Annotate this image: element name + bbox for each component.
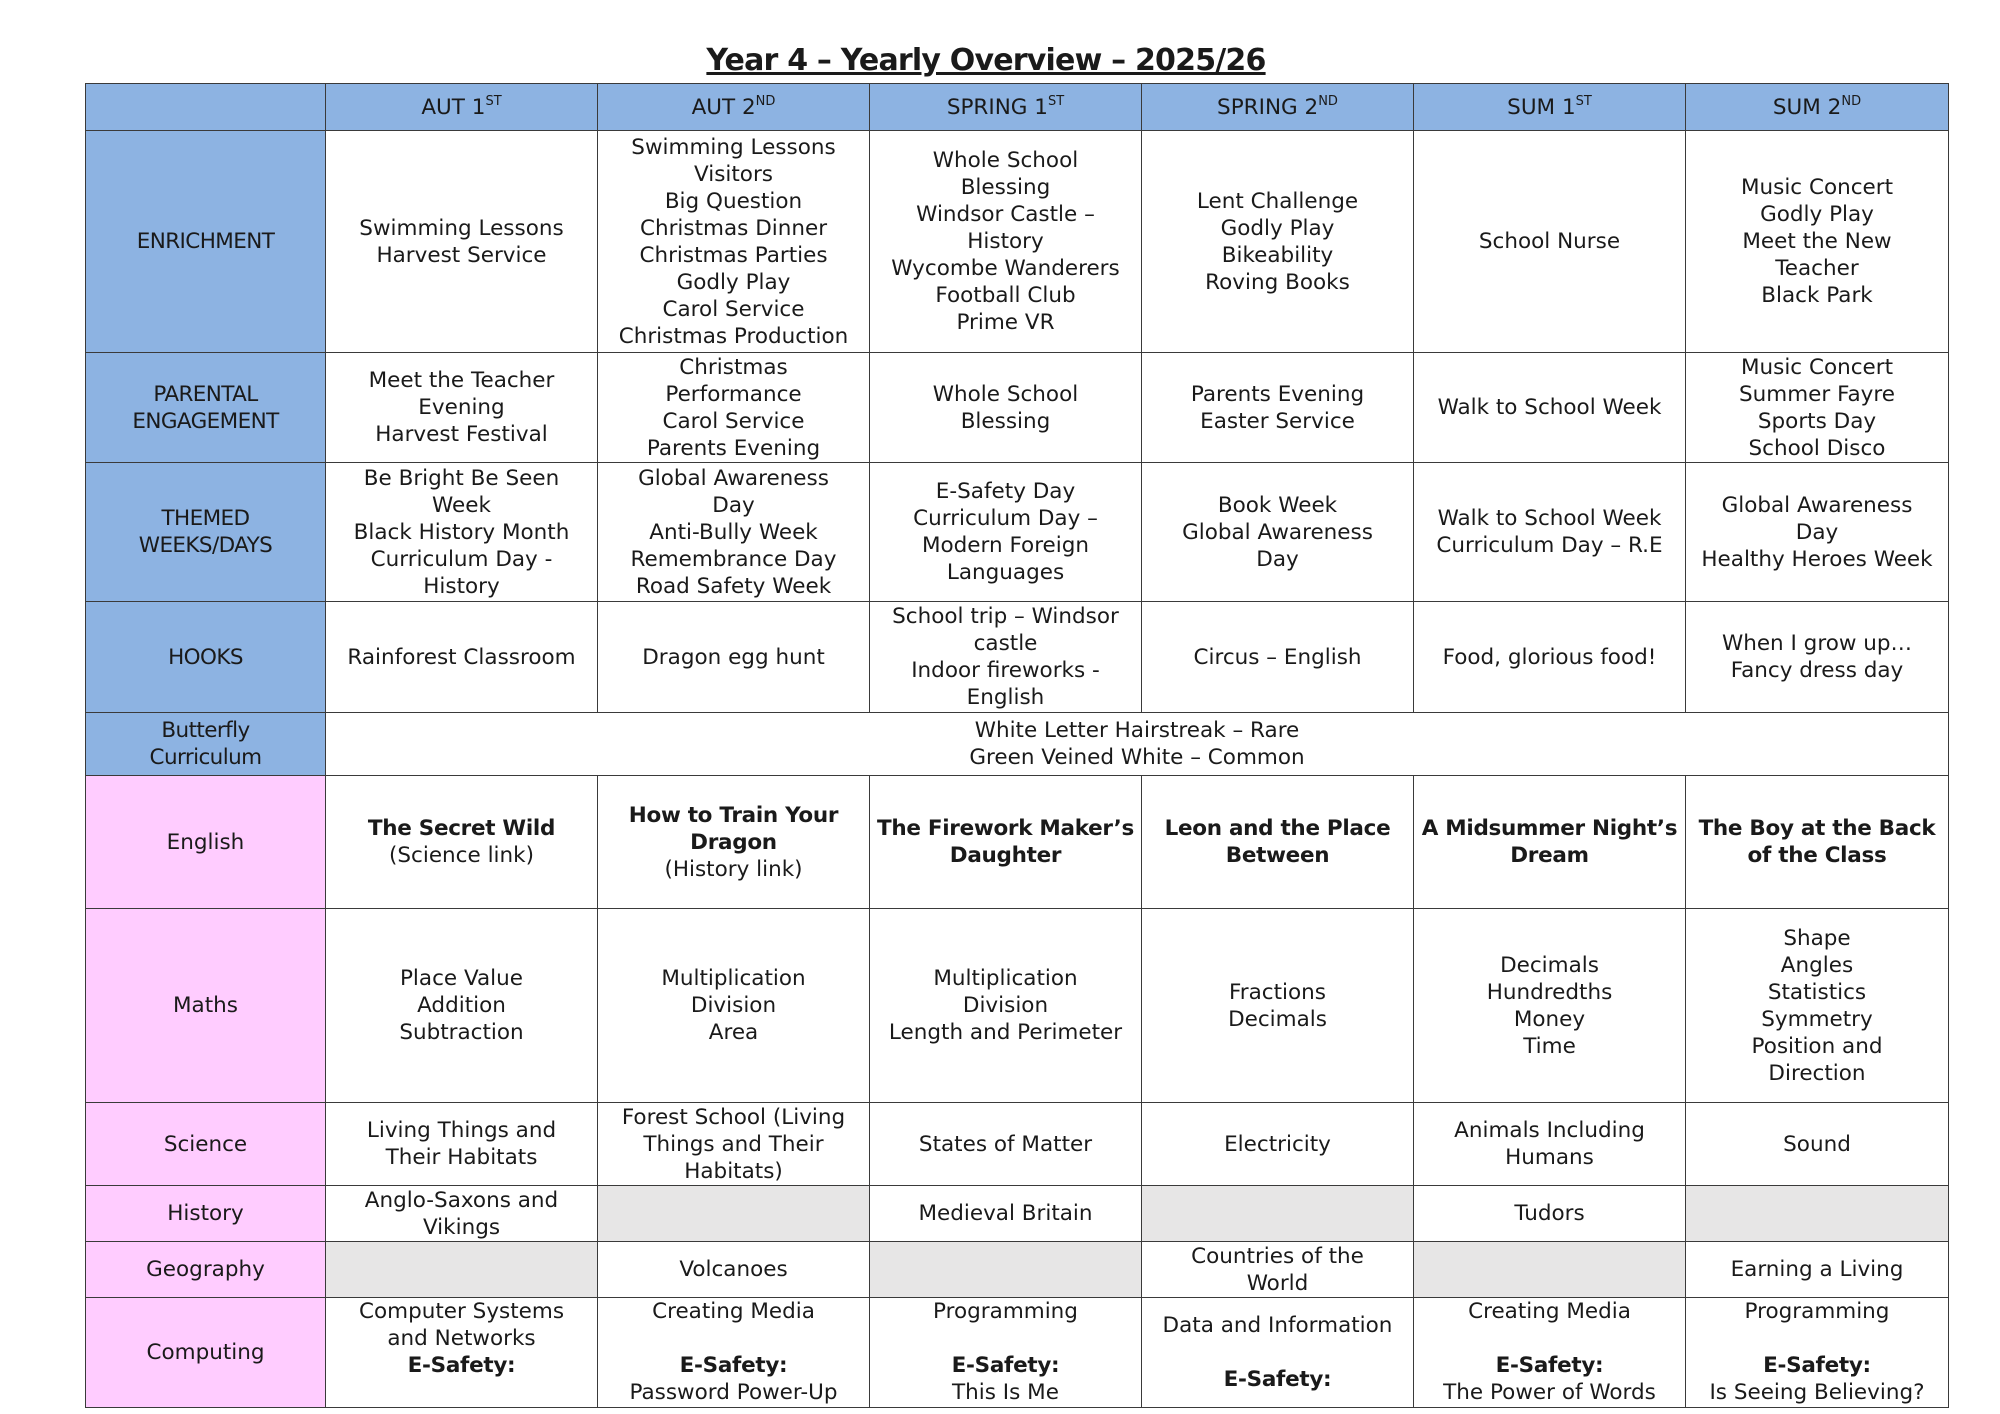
cell-line: Dragon egg hunt	[642, 644, 825, 670]
cell-themed-weeks-3	[870, 463, 1142, 602]
row-label-line: THEMED	[161, 506, 250, 531]
cell-maths-5	[1414, 909, 1686, 1103]
cell-line: E-Safety Day	[935, 479, 1076, 504]
row-label-parental-engagement	[86, 353, 326, 463]
cell-line: Be Bright Be Seen	[363, 465, 560, 491]
cell-enrichment-5	[1414, 131, 1686, 353]
cell-line: Forest School (Living	[621, 1104, 846, 1130]
cell-line: Multiplication	[933, 966, 1078, 991]
cell-line: History	[967, 229, 1044, 254]
corner-header-cell	[86, 84, 326, 131]
cell-line: Programming	[1744, 1299, 1890, 1324]
cell-line: Bikeability	[1221, 242, 1334, 268]
cell-enrichment-1	[326, 131, 598, 353]
cell-line: Christmas Parties	[639, 242, 828, 268]
cell-line: Christmas Dinner	[639, 215, 828, 241]
cell-line: Road Safety Week	[635, 573, 832, 599]
cell-line: Swimming Lessons	[359, 215, 564, 241]
cell-line: Week	[432, 492, 491, 518]
cell-science-5	[1414, 1103, 1686, 1186]
row-label-line: Maths	[173, 993, 238, 1018]
cell-line: When I grow up…	[1721, 631, 1913, 656]
cell-english-5	[1414, 776, 1686, 909]
cell-line: Area	[708, 1020, 759, 1045]
cell-line: Parents Evening	[646, 435, 821, 461]
cell-line: Harvest Service	[376, 242, 547, 268]
column-header-5	[1414, 84, 1686, 131]
cell-line: Data and Information	[1162, 1313, 1393, 1338]
cell-line: Black History Month	[353, 519, 570, 545]
cell-enrichment-4	[1142, 131, 1414, 353]
bold-title-line: of the Class	[1747, 843, 1887, 868]
row-science	[86, 1103, 1949, 1186]
cell-themed-weeks-2	[598, 463, 870, 602]
row-label-line: English	[166, 829, 245, 855]
bold-title-line: The Secret Wild	[367, 816, 556, 841]
row-english	[86, 776, 1949, 909]
column-header-label: SPRING 2	[1217, 94, 1319, 120]
cell-line: Division	[962, 993, 1049, 1018]
column-header-3	[870, 84, 1142, 131]
cell-english-3	[870, 776, 1142, 909]
cell-computing-6	[1686, 1298, 1949, 1408]
column-header-4	[1142, 84, 1414, 131]
cell-geography-1	[326, 1242, 598, 1298]
cell-themed-weeks-6	[1686, 463, 1949, 602]
row-label-line: History	[167, 1201, 244, 1226]
cell-line: Subtraction	[399, 1020, 524, 1045]
cell-line: Black Park	[1761, 283, 1873, 308]
cell-line: Harvest Festival	[375, 422, 548, 447]
cell-science-2	[598, 1103, 870, 1186]
cell-line: Indoor fireworks -	[911, 658, 1100, 683]
cell-line: Shape	[1783, 925, 1851, 951]
cell-line: Modern Foreign	[921, 533, 1090, 558]
cell-hooks-5	[1414, 602, 1686, 713]
cell-line: Music Concert	[1740, 354, 1894, 380]
esafety-label: E-Safety:	[1223, 1367, 1332, 1392]
cell-history-3	[870, 1186, 1142, 1242]
row-label-maths	[86, 909, 326, 1103]
cell-line: Position and	[1751, 1033, 1883, 1059]
cell-line: Carol Service	[662, 296, 805, 322]
cell-line: Creating Media	[1468, 1299, 1631, 1324]
esafety-label: E-Safety:	[1763, 1353, 1871, 1378]
cell-line: Global Awareness	[1721, 492, 1913, 518]
cell-line: Swimming Lessons	[631, 134, 836, 160]
cell-line: Multiplication	[661, 966, 806, 991]
column-header-label: SPRING 1	[946, 94, 1048, 120]
cell-line: Vikings	[422, 1214, 501, 1240]
cell-line: Animals Including	[1454, 1118, 1645, 1143]
cell-hooks-4	[1142, 602, 1414, 713]
row-label-line: Curriculum	[149, 745, 262, 770]
cell-geography-4	[1142, 1242, 1414, 1298]
column-header-suffix: ST	[485, 93, 502, 109]
row-label-butterfly	[86, 713, 326, 776]
cell-line: Rainforest Classroom	[347, 644, 576, 670]
cell-line: Football Club	[935, 283, 1076, 308]
cell-line: Blessing	[960, 408, 1051, 434]
cell-line: Medieval Britain	[918, 1201, 1093, 1226]
merged-cell-butterfly	[326, 713, 1949, 776]
cell-enrichment-6	[1686, 131, 1949, 353]
cell-line: Direction	[1768, 1060, 1866, 1086]
column-header-suffix: ND	[1318, 93, 1338, 109]
cell-maths-4	[1142, 909, 1414, 1103]
cell-line: Christmas	[679, 354, 788, 380]
cell-line: Global Awareness	[1182, 519, 1373, 545]
column-header-label: AUT 1	[421, 94, 486, 120]
cell-line: Time	[1523, 1033, 1576, 1059]
column-header-2	[598, 84, 870, 131]
cell-line: Godly Play	[1220, 215, 1335, 241]
column-header-label: AUT 2	[691, 94, 756, 120]
cell-line: Food, glorious food!	[1442, 644, 1657, 670]
row-label-hooks	[86, 602, 326, 713]
cell-themed-weeks-5	[1414, 463, 1686, 602]
cell-line: Earning a Living	[1730, 1257, 1904, 1282]
cell-line: Their Habitats	[385, 1145, 538, 1170]
column-header-1	[326, 84, 598, 131]
cell-line: Healthy Heroes Week	[1701, 546, 1933, 572]
row-label-themed-weeks	[86, 463, 326, 602]
cell-computing-4	[1142, 1298, 1414, 1408]
cell-history-5	[1414, 1186, 1686, 1242]
cell-line: Music Concert	[1740, 175, 1894, 200]
cell-line: English	[966, 685, 1045, 710]
yearly-overview-table	[85, 83, 1949, 1408]
row-label-line: Science	[163, 1131, 248, 1157]
cell-history-2	[598, 1186, 870, 1242]
cell-parental-engagement-4	[1142, 353, 1414, 463]
cell-hooks-6	[1686, 602, 1949, 713]
cell-line: World	[1246, 1270, 1309, 1296]
row-label-geography	[86, 1242, 326, 1298]
cell-line: Walk to School Week	[1437, 395, 1662, 420]
cell-enrichment-2	[598, 131, 870, 353]
header-row	[86, 84, 1949, 131]
column-header-suffix: ND	[755, 93, 776, 109]
cell-line: (History link)	[664, 856, 803, 882]
row-computing	[86, 1298, 1949, 1408]
column-header-suffix: ST	[1575, 93, 1592, 109]
cell-line: Division	[690, 993, 777, 1018]
bold-title-line: Dream	[1510, 843, 1589, 868]
cell-line: (Science link)	[389, 843, 534, 868]
cell-line: Programming	[933, 1299, 1078, 1324]
bold-title-line: Dragon	[690, 829, 777, 855]
bold-title-line: Between	[1225, 843, 1330, 868]
cell-line: Big Question	[664, 188, 803, 214]
row-parental-engagement	[86, 353, 1949, 463]
cell-line: Fractions	[1228, 979, 1327, 1005]
cell-line: School Disco	[1748, 435, 1886, 461]
cell-english-6	[1686, 776, 1949, 909]
cell-line: Angles	[1780, 952, 1854, 978]
page-title: Year 4 – Yearly Overview – 2025/26	[706, 43, 1266, 78]
row-enrichment	[86, 131, 1949, 353]
row-label-line: Computing	[146, 1340, 265, 1365]
column-header-suffix: ST	[1047, 93, 1065, 109]
cell-line: Green Veined White – Common	[969, 745, 1305, 770]
cell-line: Curriculum Day – R.E	[1436, 533, 1663, 558]
cell-line: States of Matter	[918, 1131, 1093, 1157]
cell-line: Place Value	[399, 966, 524, 991]
cell-line: Statistics	[1767, 979, 1867, 1005]
row-label-english	[86, 776, 326, 909]
cell-line: Habitats)	[684, 1158, 783, 1184]
cell-science-4	[1142, 1103, 1414, 1186]
cell-enrichment-3	[870, 131, 1142, 353]
row-label-line: PARENTAL	[153, 381, 258, 407]
cell-line: Remembrance Day	[630, 546, 837, 572]
cell-english-4	[1142, 776, 1414, 909]
cell-line: Volcanoes	[679, 1257, 788, 1282]
cell-line: Humans	[1505, 1145, 1594, 1170]
bold-title-line: The Firework Maker’s	[877, 816, 1134, 841]
cell-line: School Nurse	[1478, 229, 1621, 254]
column-header-suffix: ND	[1841, 93, 1862, 109]
cell-themed-weeks-1	[326, 463, 598, 602]
cell-geography-6	[1686, 1242, 1949, 1298]
bold-title-line: Leon and the Place	[1164, 816, 1391, 841]
row-label-line: Geography	[146, 1257, 265, 1282]
spacer	[601, 1325, 866, 1352]
cell-line: Countries of the	[1191, 1243, 1364, 1269]
cell-line: Windsor Castle –	[916, 202, 1095, 227]
column-header-label: SUM 2	[1772, 94, 1842, 120]
cell-line: Tudors	[1514, 1201, 1585, 1226]
cell-parental-engagement-3	[870, 353, 1142, 463]
cell-line: Computer Systems	[358, 1299, 565, 1324]
cell-line: Global Awareness	[638, 465, 829, 491]
row-maths	[86, 909, 1949, 1103]
cell-line: Teacher	[1775, 256, 1859, 281]
cell-parental-engagement-6	[1686, 353, 1949, 463]
cell-science-3	[870, 1103, 1142, 1186]
cell-line: Symmetry	[1761, 1006, 1873, 1032]
cell-line: Decimals	[1228, 1006, 1327, 1032]
cell-line: Prime VR	[956, 310, 1055, 335]
cell-line: Creating Media	[652, 1299, 815, 1324]
cell-line: Length and Perimeter	[888, 1020, 1123, 1045]
column-header-6	[1686, 84, 1949, 131]
cell-hooks-3	[870, 602, 1142, 713]
esafety-label: E-Safety:	[679, 1353, 788, 1378]
cell-line: Day	[712, 492, 755, 518]
row-history	[86, 1186, 1949, 1242]
cell-history-6	[1686, 1186, 1949, 1242]
cell-line: Evening	[418, 395, 505, 420]
esafety-topic: The Power of Words	[1443, 1380, 1656, 1405]
row-hooks	[86, 602, 1949, 713]
row-label-line: WEEKS/DAYS	[138, 533, 273, 558]
spacer	[1145, 1339, 1410, 1366]
cell-computing-1	[326, 1298, 598, 1408]
cell-maths-6	[1686, 909, 1949, 1103]
row-label-enrichment	[86, 131, 326, 353]
row-label-line: ENRICHMENT	[136, 229, 275, 254]
cell-english-2	[598, 776, 870, 909]
cell-line: Meet the Teacher	[368, 368, 555, 393]
cell-line: Godly Play	[676, 269, 791, 295]
cell-maths-1	[326, 909, 598, 1103]
cell-line: Hundredths	[1486, 979, 1613, 1005]
cell-line: Walk to School Week	[1437, 506, 1662, 531]
row-label-line: ENGAGEMENT	[132, 408, 279, 434]
cell-line: Day	[1256, 546, 1299, 572]
esafety-label: E-Safety:	[1495, 1353, 1604, 1378]
cell-computing-5	[1414, 1298, 1686, 1408]
cell-line: Summer Fayre	[1739, 381, 1895, 407]
cell-computing-2	[598, 1298, 870, 1408]
cell-line: Visitors	[693, 161, 773, 187]
esafety-label: E-Safety:	[407, 1353, 516, 1378]
esafety-topic: This Is Me	[952, 1380, 1059, 1405]
row-label-history	[86, 1186, 326, 1242]
cell-science-6	[1686, 1103, 1949, 1186]
cell-line: Money	[1513, 1006, 1586, 1032]
cell-line: Roving Books	[1205, 269, 1350, 295]
cell-line: Sound	[1783, 1131, 1851, 1157]
cell-line: Anglo-Saxons and	[364, 1187, 559, 1213]
cell-parental-engagement-5	[1414, 353, 1686, 463]
row-label-science	[86, 1103, 326, 1186]
cell-history-4	[1142, 1186, 1414, 1242]
cell-english-1	[326, 776, 598, 909]
bold-title-line: Daughter	[949, 843, 1062, 868]
esafety-topic: Is Seeing Believing?	[1709, 1380, 1925, 1405]
cell-line: Lent Challenge	[1196, 188, 1359, 214]
cell-computing-3	[870, 1298, 1142, 1408]
cell-line: Anti-Bully Week	[649, 519, 818, 545]
spacer	[1689, 1325, 1945, 1352]
cell-parental-engagement-2	[598, 353, 870, 463]
cell-hooks-2	[598, 602, 870, 713]
cell-geography-2	[598, 1242, 870, 1298]
cell-geography-5	[1414, 1242, 1686, 1298]
cell-line: Curriculum Day –	[913, 506, 1098, 531]
cell-line: Languages	[946, 560, 1065, 585]
row-label-line: HOOKS	[168, 644, 243, 670]
cell-line: Day	[1795, 519, 1839, 545]
cell-line: Whole School	[932, 148, 1079, 173]
row-themed-weeks	[86, 463, 1949, 602]
cell-parental-engagement-1	[326, 353, 598, 463]
cell-line: History	[423, 573, 500, 599]
spacer	[873, 1325, 1138, 1352]
cell-line: Wycombe Wanderers	[891, 256, 1120, 281]
cell-line: Things and Their	[643, 1131, 824, 1157]
cell-line: Godly Play	[1760, 202, 1874, 227]
cell-line: Book Week	[1217, 492, 1338, 518]
cell-line: castle	[973, 631, 1038, 656]
cell-line: White Letter Hairstreak – Rare	[974, 718, 1300, 743]
cell-line: Circus – English	[1193, 644, 1362, 670]
bold-title-line: The Boy at the Back	[1698, 816, 1936, 841]
cell-line: Performance	[665, 381, 802, 407]
cell-line: Whole School	[932, 381, 1079, 407]
cell-line: Easter Service	[1200, 408, 1355, 434]
cell-line: Sports Day	[1757, 408, 1877, 434]
row-butterfly	[86, 713, 1949, 776]
cell-line: Parents Evening	[1190, 381, 1365, 407]
column-header-label: SUM 1	[1507, 94, 1576, 120]
bold-title-line: A Midsummer Night’s	[1421, 816, 1678, 841]
cell-science-1	[326, 1103, 598, 1186]
cell-history-1	[326, 1186, 598, 1242]
cell-line: Fancy dress day	[1730, 658, 1904, 683]
cell-line: Electricity	[1224, 1131, 1331, 1157]
cell-line: Carol Service	[662, 408, 805, 434]
esafety-label: E-Safety:	[951, 1353, 1060, 1378]
cell-line: Meet the New	[1742, 229, 1892, 254]
cell-line: and Networks	[387, 1326, 536, 1351]
bold-title-line: How to Train Your	[628, 802, 839, 828]
cell-maths-2	[598, 909, 870, 1103]
cell-line: Blessing	[960, 175, 1051, 200]
cell-line: Addition	[417, 993, 506, 1018]
cell-geography-3	[870, 1242, 1142, 1298]
cell-line: School trip – Windsor	[892, 604, 1119, 629]
spacer	[1417, 1325, 1682, 1352]
table-body	[86, 131, 1949, 1408]
row-label-line: Butterfly	[161, 718, 250, 743]
cell-hooks-1	[326, 602, 598, 713]
row-label-computing	[86, 1298, 326, 1408]
esafety-topic: Password Power-Up	[629, 1380, 838, 1405]
cell-maths-3	[870, 909, 1142, 1103]
cell-line: Living Things and	[366, 1118, 557, 1143]
cell-line: Curriculum Day -	[370, 546, 553, 572]
cell-line: Christmas Production	[618, 323, 849, 349]
cell-line: Decimals	[1500, 952, 1599, 978]
cell-themed-weeks-4	[1142, 463, 1414, 602]
row-geography	[86, 1242, 1949, 1298]
